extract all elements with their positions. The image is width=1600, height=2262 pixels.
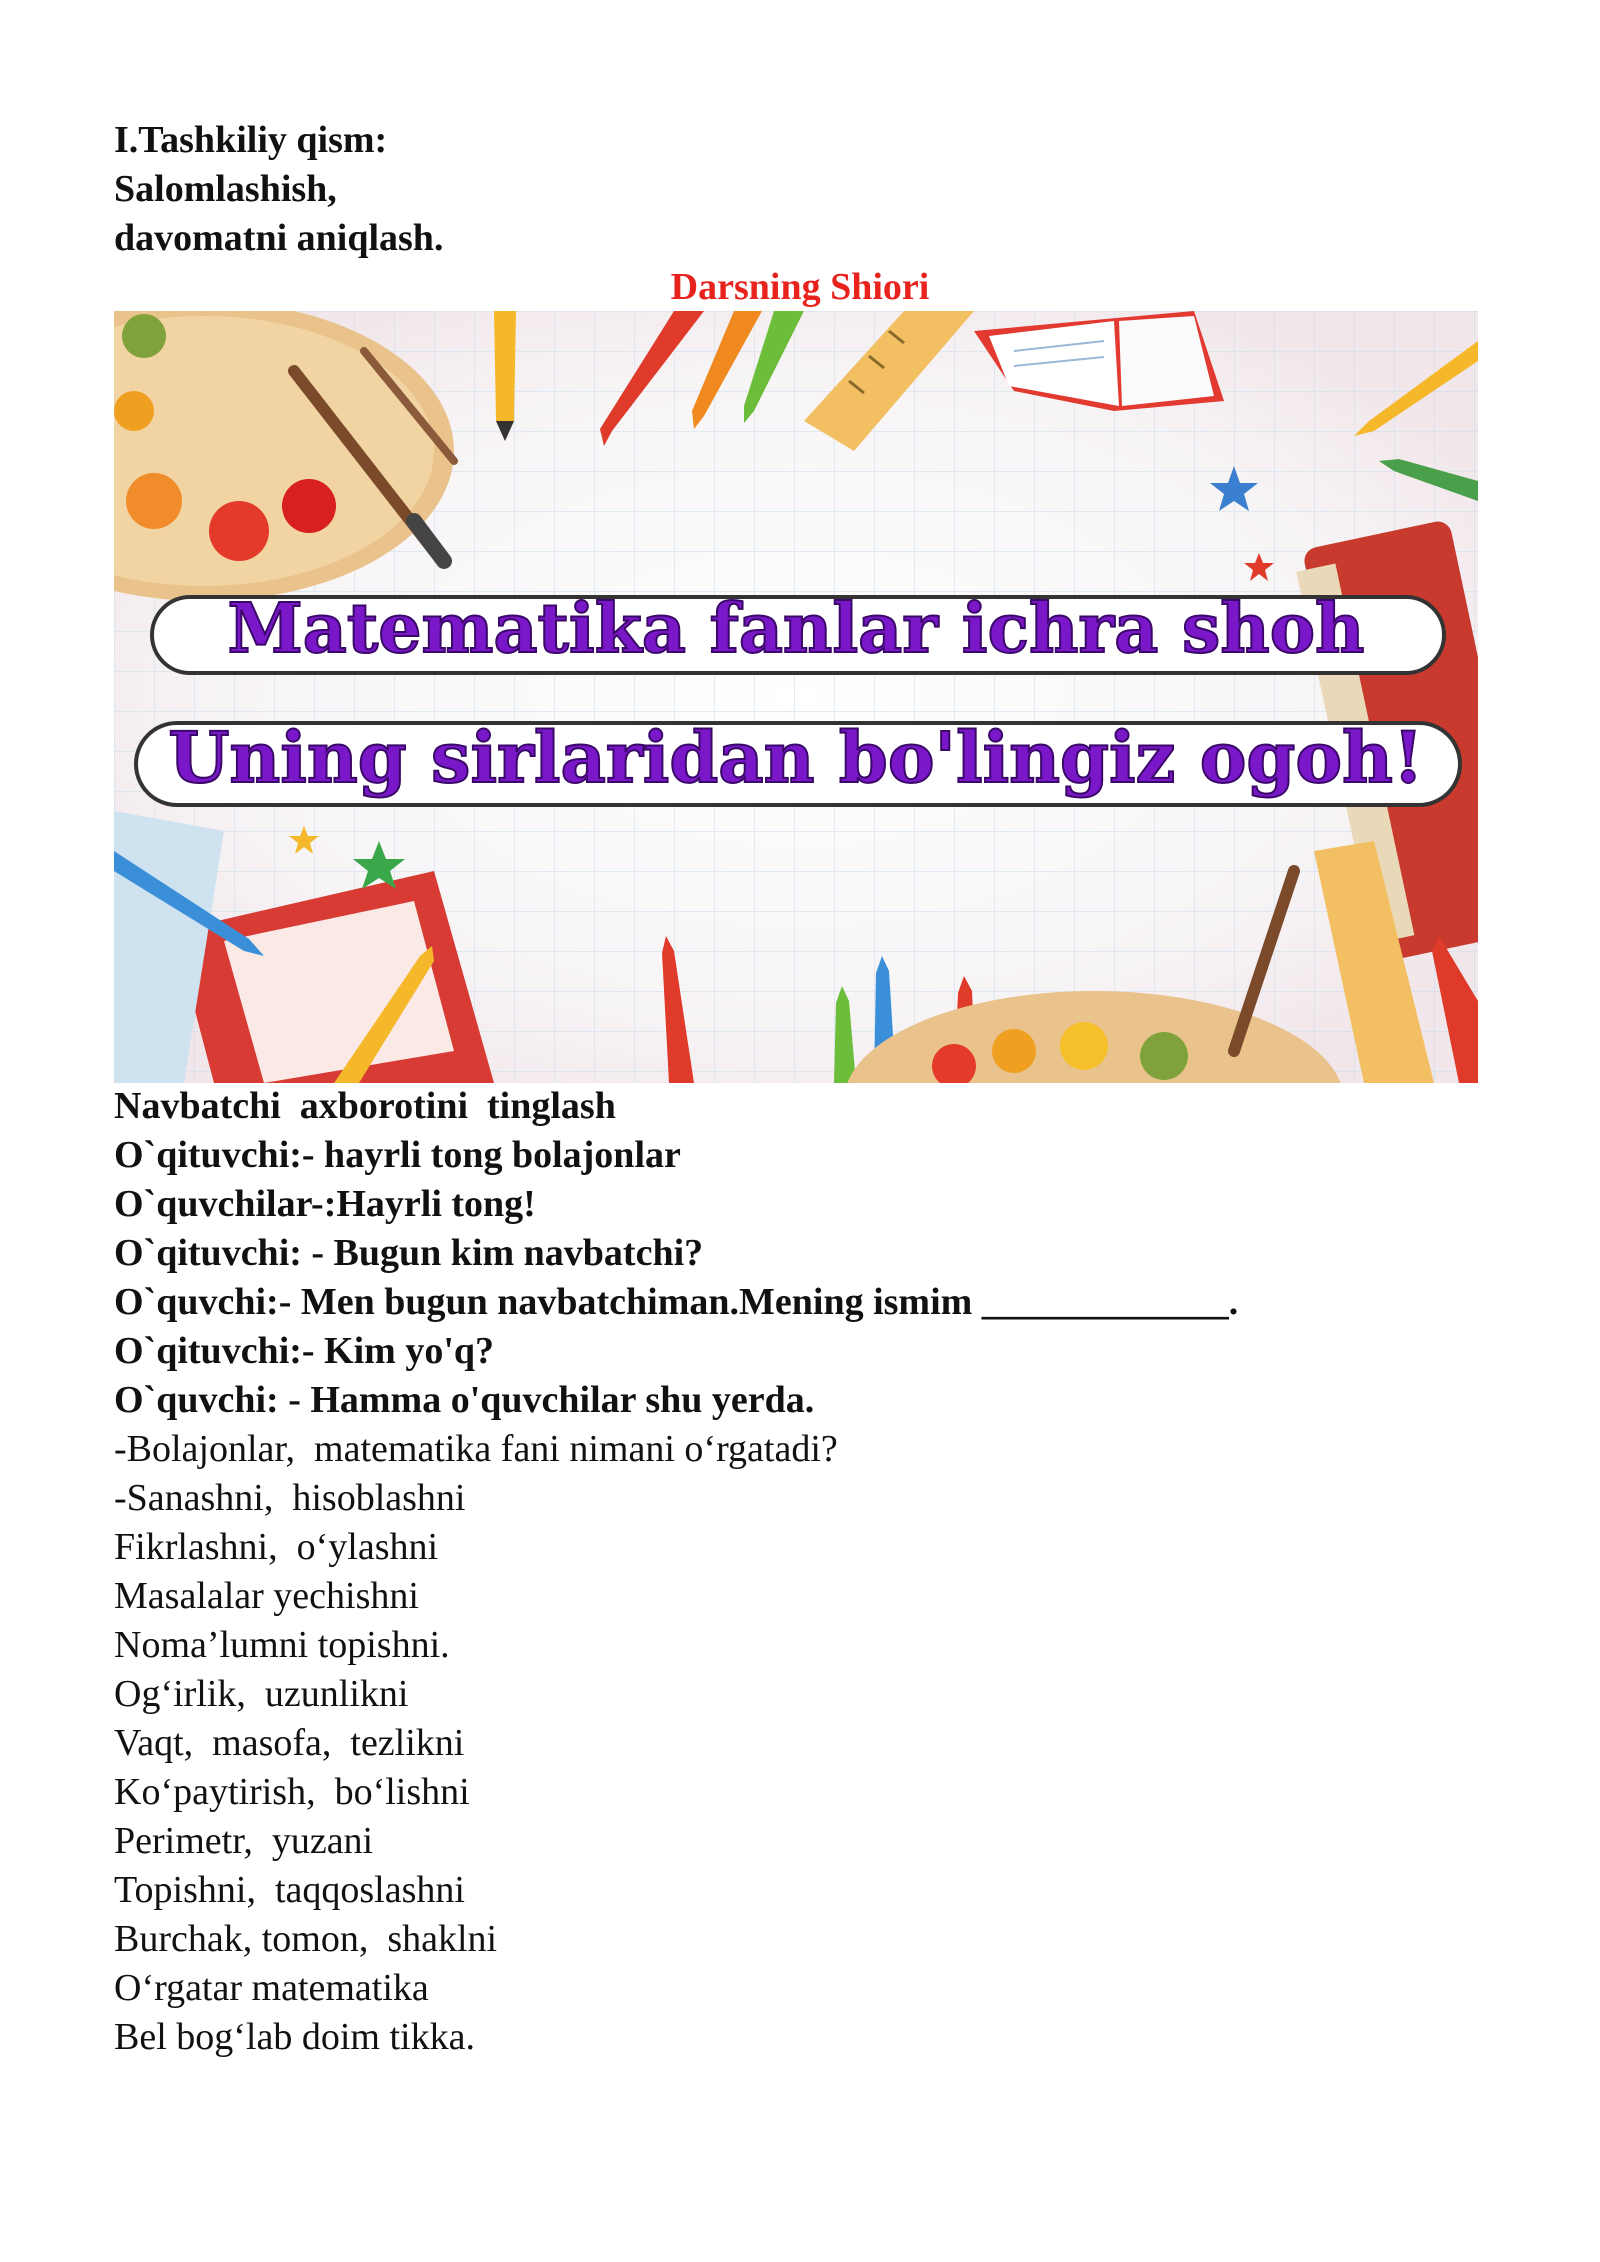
motto-banner <box>114 311 1478 1083</box>
greeting-line: Salomlashish, <box>114 168 337 210</box>
poem-line: -Sanashni, hisoblashni <box>114 1477 466 1519</box>
poem-line: Ko‘paytirish, bo‘lishni <box>114 1771 470 1813</box>
dialogue-line: Navbatchi axborotini tinglash <box>114 1085 616 1127</box>
banner-illustration <box>114 311 1478 1083</box>
poem-line: Burchak, tomon, shaklni <box>114 1918 498 1960</box>
attendance-line: davomatni aniqlash. <box>114 217 444 259</box>
poem-line: Og‘irlik, uzunlikni <box>114 1673 409 1715</box>
dialogue-line: O`qituvchi:- Kim yo'q? <box>114 1330 495 1372</box>
dialogue-line: O`quvchi: - Hamma o'quvchilar shu yerda. <box>114 1379 815 1421</box>
poem-line: Perimetr, yuzani <box>114 1820 374 1862</box>
poem-line: Topishni, taqqoslashni <box>114 1869 465 1911</box>
poem-line: Vaqt, masofa, tezlikni <box>114 1722 465 1764</box>
poem-line: Bel bog‘lab doim tikka. <box>114 2016 475 2058</box>
banner-line-2: Uning sirlaridan bo'lingiz ogoh! <box>168 716 1424 799</box>
dialogue-line: O`qituvchi:- hayrli tong bolajonlar <box>114 1134 681 1176</box>
poem-line: Fikrlashni, o‘ylashni <box>114 1526 439 1568</box>
motto-title: Darsning Shiori <box>670 266 930 308</box>
banner-line-1: Matematika fanlar ichra shoh <box>227 589 1365 669</box>
poem-line: O‘rgatar matematika <box>114 1967 429 2009</box>
poem-line: -Bolajonlar, matematika fani nimani o‘rgatadi? <box>114 1428 838 1470</box>
dialogue-line: O`qituvchi: - Bugun kim navbatchi? <box>114 1232 704 1274</box>
dialogue-line: O`quvchilar-:Hayrli tong! <box>114 1183 536 1225</box>
section-heading: I.Tashkiliy qism: <box>114 119 388 161</box>
dialogue-line: O`quvchi:- Men bugun navbatchiman.Mening ismim _____________. <box>114 1281 1239 1323</box>
poem-line: Noma’lumni topishni. <box>114 1624 450 1666</box>
poem-line: Masalalar yechishni <box>114 1575 419 1617</box>
